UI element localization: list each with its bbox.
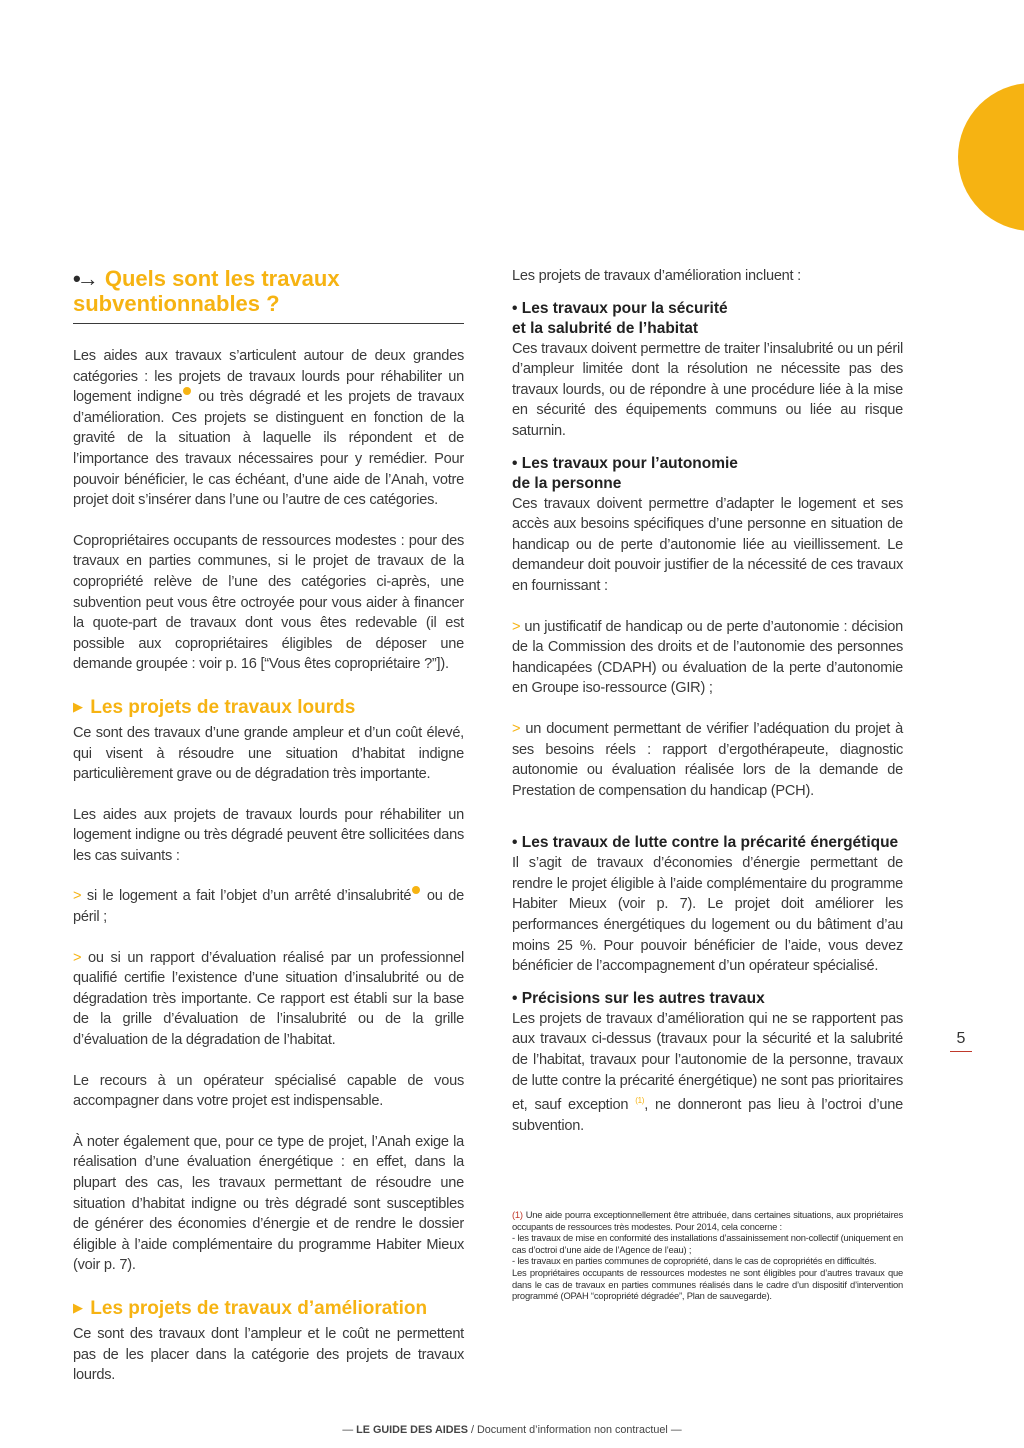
corner-decoration [958, 83, 1024, 231]
bullet-icon: • [512, 834, 518, 852]
right-intro: Les projets de travaux d’amélioration incluent : [512, 268, 801, 284]
precarite-title [512, 833, 903, 853]
footnote-number: (1) [512, 1209, 523, 1220]
securite-text: Ces travaux doivent permettre de traiter l’insalubrité ou un péril d’ampleur limitée dont la résolution ne nécessite pas des travaux lourds, ou de répondre à une procédure liée à la mise en sécurité des équipements communs ou liée au risque saturnin. [512, 340, 903, 439]
footnote-line-1-text: Une aide pourra exceptionnellement être attribuée, dans certaines situations, aux propriétaires occupants de ressources très modestes. Pour 2014, cela concerne : [512, 1209, 903, 1232]
justification-item-1 [512, 617, 903, 699]
improvement-p1: Ce sont des travaux dont l’ampleur et le coût ne permettent pas de les placer dans la catégorie des projets de travaux lourds. [73, 1325, 464, 1384]
heavy-works-p4: À noter également que, pour ce type de projet, l’Anah exige la réalisation d’une évaluation énergétique : en effet, dans la plupart des cas, les travaux permettant de résoudre une situation d’habitat indigne ou très dégradé sont susceptibles de générer des économies d’énergie et de rendre le dossier éligible à l’aide complémentaire du programme Habiter Mieux (voir p. 7). [73, 1133, 464, 1274]
heavy-works-p3: Le recours à un opérateur spécialisé capable de vous accompagner dans votre projet est indispensable. [73, 1072, 464, 1110]
autres-text-1: Les projets de travaux d’amélioration qui ne se rapportent pas aux travaux ci-dessus (travaux pour la sécurité et la salubrité de l’habitat, travaux pour l’autonomie de la personne, travaux de lutte contre la précarité énergétique) ne sont pas prioritaires et, sauf exception [512, 1010, 903, 1114]
footer-note: / Document d’information non contractuel — [467, 1424, 682, 1436]
chevron-right-icon: > [512, 618, 521, 635]
triangle-icon: ▶ [73, 1299, 83, 1315]
autres-title [512, 989, 903, 1009]
section-heavy-works-title [73, 695, 464, 720]
section-heavy-works-label: Les projets de travaux lourds [90, 696, 356, 718]
title-line-2: subventionnables ? [73, 291, 280, 316]
justification-1-text: un justificatif de handicap ou de perte d’autonomie : décision de la Commission des droits et de l’autonomie des personnes handicapées (CDAPH) ou évaluation de la perte d’autonomie en Groupe iso-ressource (GIR) ; [512, 618, 903, 697]
title-line-1: Quels sont les travaux [104, 266, 340, 291]
securite-title [512, 299, 903, 339]
precarite-text: Il s’agit de travaux d’économies d’énergie permettant de rendre le projet éligible à l’aide complémentaire du programme Habiter Mieux (voir p. 7). Le projet doit améliorer les performances énergétiques du logement ou du bâtiment d’au moins 25 %. Pour pouvoir bénéficier de l’aide, vous devez bénéficier de l’accompagnement d’un opérateur spécialisé. [512, 855, 903, 975]
heavy-works-p2: Les aides aux projets de travaux lourds pour réhabiliter un logement indigne ou très dégradé peuvent être sollicitées dans les cas suivants : [73, 806, 464, 864]
case-1-item [73, 886, 464, 927]
chevron-right-icon: > [512, 720, 521, 737]
autonomie-title [512, 454, 903, 494]
page-number-rule [950, 1051, 972, 1052]
intro-text-2: ou très dégradé et les projets de travaux d’amélioration. Ces projets se distinguent en fonction de la gravité de la situation à laquelle ils répondent et de l’importance des travaux nécessaires pour y remédier. Pour pouvoir bénéficier, le cas échéant, d’une aide de l’Anah, votre projet doit s’insérer dans l’une ou l’autre de ces catégories. [73, 389, 464, 509]
page-number: 5 [956, 1030, 966, 1047]
intro-paragraph [73, 346, 464, 511]
autonomie-title-line-2: de la personne [512, 474, 622, 492]
precarite-title-label: Les travaux de lutte contre la précarité énergétique [517, 834, 899, 852]
securite-title-line-1: Les travaux pour la sécurité [517, 299, 728, 317]
bullet-icon: • [512, 989, 518, 1007]
chevron-right-icon: > [73, 949, 82, 966]
footnote-ref[interactable]: (1) [635, 1096, 645, 1106]
left-column [73, 266, 464, 1386]
bullet-icon: • [512, 454, 518, 472]
footer-dash: — [342, 1424, 357, 1436]
footer [0, 1424, 1024, 1436]
main-title [73, 266, 464, 324]
section-improvement-label: Les projets de travaux d’amélioration [90, 1297, 428, 1319]
justification-item-2 [512, 719, 903, 801]
autres-text [512, 1009, 903, 1137]
case-1-text-1: si le logement a fait l’objet d’un arrêté d’insalubrité [81, 888, 412, 905]
footnote [512, 1209, 903, 1302]
case-2-item [73, 948, 464, 1051]
autres-text-2: , ne donneront pas lieu à l’octroi d’une subvention. [512, 1097, 903, 1134]
footnote-line-2: - les travaux de mise en conformité des installations d’assainissement non-collectif (uniquement en cas d’octroi d’une aide de l’Agence de l’eau) ; [512, 1232, 903, 1255]
autres-title-label: Précisions sur les autres travaux [517, 989, 765, 1007]
bullet-icon: • [512, 299, 518, 317]
footnote-line-1 [512, 1209, 903, 1232]
case-1-text-2: ou de péril ; [73, 888, 465, 926]
footer-guide-title: LE GUIDE DES AIDES [356, 1424, 468, 1436]
heavy-works-p1: Ce sont des travaux d’une grande ampleur et d’un coût élevé, qui visent à résoudre une situation d’habitat indigne particulièrement grave ou de dégradation très importante. [73, 724, 464, 783]
glossary-dot-icon [183, 387, 191, 395]
right-column [512, 266, 903, 1136]
triangle-icon: ▶ [73, 698, 83, 714]
autonomie-text: Ces travaux doivent permettre d’adapter le logement et ses accès aux besoins spécifiques d’une personne en situation de handicap ou de perte d’autonomie liée au vieillissement. Le demandeur doit pouvoir justifier de la nécessité de ces travaux en fournissant : [512, 495, 903, 594]
autonomie-title-line-1: Les travaux pour l’autonomie [517, 454, 738, 472]
footnote-line-3: - les travaux en parties communes de copropriété, dans le cas de copropriétés en difficultés. [512, 1255, 877, 1267]
intro-text-1: Les aides aux travaux s’articulent autour de deux grandes catégories : les projets de travaux lourds pour réhabiliter un logement indigne [73, 348, 464, 406]
copro-paragraph: Copropriétaires occupants de ressources modestes : pour des travaux en parties communes, si le projet de travaux de la copropriété relève de l’une des catégories ci-après, une subvention peut vous être octroyée pour vous aider à financer la quote-part de travaux dont vous êtes redevable (il est possible aux copropriétaires éligibles de déposer une demande groupée : voir p. 16 [“Vous êtes copropriétaire ?”]). [73, 532, 464, 673]
footnote-line-4: Les propriétaires occupants de ressources modestes ne sont éligibles pour d’autres travaux que dans le cas de travaux en parties communes réalisés dans le cadre d’un dispositif d’intervention programmé (OPAH “copropriété dégradée”, Plan de sauvegarde). [512, 1266, 903, 1302]
justification-2-text: un document permettant de vérifier l’adéquation du projet à ses besoins réels : rapport d’ergothérapeute, diagnostic autonomie ou évaluation réalisée lors de la demande de Prestation de compensation du handicap (PCH). [512, 720, 903, 799]
title-arrow-icon: •→ [73, 266, 95, 291]
glossary-dot-icon [412, 886, 420, 894]
section-improvement-title [73, 1296, 464, 1321]
case-2-text: ou si un rapport d’évaluation réalisé par un professionnel qualifié certifie l’existence d’une situation d’insalubrité ou de dégradation très importante. Ce rapport est établi sur la base de la grille d’évaluation de l’insalubrité ou de la grille d’évaluation de la dégradation de l’habitat. [73, 949, 464, 1049]
chevron-right-icon: > [73, 888, 82, 905]
securite-title-line-2: et la salubrité de l’habitat [512, 319, 699, 337]
